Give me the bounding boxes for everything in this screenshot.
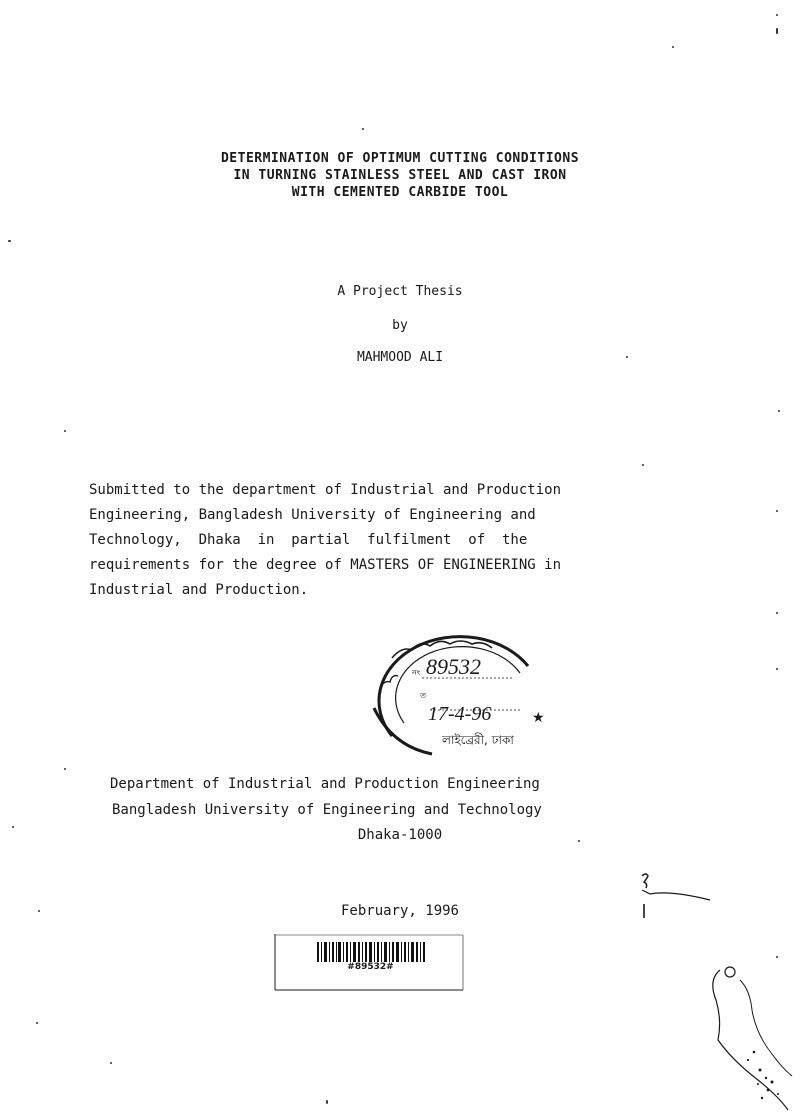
department-city: Dhaka-1000	[357, 827, 443, 843]
scan-speck	[776, 510, 778, 512]
author-name: MAHMOOD ALI	[356, 350, 444, 365]
scan-speck	[778, 410, 780, 412]
by-label: by	[392, 318, 408, 333]
library-barcode	[273, 932, 468, 992]
scan-speck	[12, 826, 14, 828]
scan-speck	[776, 668, 778, 670]
corner-sketch	[700, 960, 800, 1116]
seal-date: 17-4-96	[428, 703, 492, 725]
library-seal-graphic	[352, 618, 552, 768]
submission-line-4: requirements for the degree of MASTERS OF ENGINEERING in	[89, 557, 562, 573]
scan-speck	[776, 14, 778, 16]
svg-text:লাইব্রেরী, ঢাকা: লাইব্রেরী, ঢাকা	[442, 733, 514, 747]
scan-speck	[110, 1062, 112, 1064]
thesis-title-line-2: IN TURNING STAINLESS STEEL AND CAST IRON	[233, 168, 567, 183]
svg-text:ত: ত	[420, 691, 427, 700]
department-line-2: Bangladesh University of Engineering and Technology	[112, 802, 542, 818]
scan-speck	[36, 1022, 38, 1024]
submission-line-3: Technology, Dhaka in partial fulfilment of the	[89, 532, 528, 548]
submission-date: February, 1996	[340, 903, 459, 919]
submission-line-1: Submitted to the department of Industrial and Production	[89, 482, 562, 498]
scan-speck	[776, 612, 778, 614]
seal-accession-number: 89532	[426, 654, 481, 679]
library-seal	[352, 618, 552, 768]
scan-speck	[64, 768, 66, 770]
scan-speck	[326, 1100, 328, 1104]
svg-text:★: ★	[532, 710, 545, 726]
svg-text:নং: নং	[412, 668, 421, 677]
scan-speck	[776, 28, 778, 34]
scan-speck	[642, 464, 644, 466]
submission-line-5: Industrial and Production.	[89, 582, 309, 598]
thesis-title-line-1: DETERMINATION OF OPTIMUM CUTTING CONDITIONS	[220, 151, 580, 166]
scan-speck	[776, 956, 778, 958]
scan-speck	[578, 840, 580, 842]
thesis-title-line-3: WITH CEMENTED CARBIDE TOOL	[291, 185, 509, 200]
barcode-number: #89532#	[347, 962, 394, 972]
scan-speck	[38, 910, 40, 912]
scan-speck	[64, 430, 66, 432]
scan-speck	[626, 356, 628, 358]
scan-speck	[362, 128, 364, 130]
scan-speck	[672, 46, 674, 48]
thesis-kind: A Project Thesis	[337, 284, 463, 299]
department-line-1: Department of Industrial and Production Engineering	[110, 776, 540, 792]
scan-speck	[8, 240, 11, 242]
margin-handwriting	[630, 868, 720, 928]
submission-line-2: Engineering, Bangladesh University of Engineering and	[89, 507, 536, 523]
